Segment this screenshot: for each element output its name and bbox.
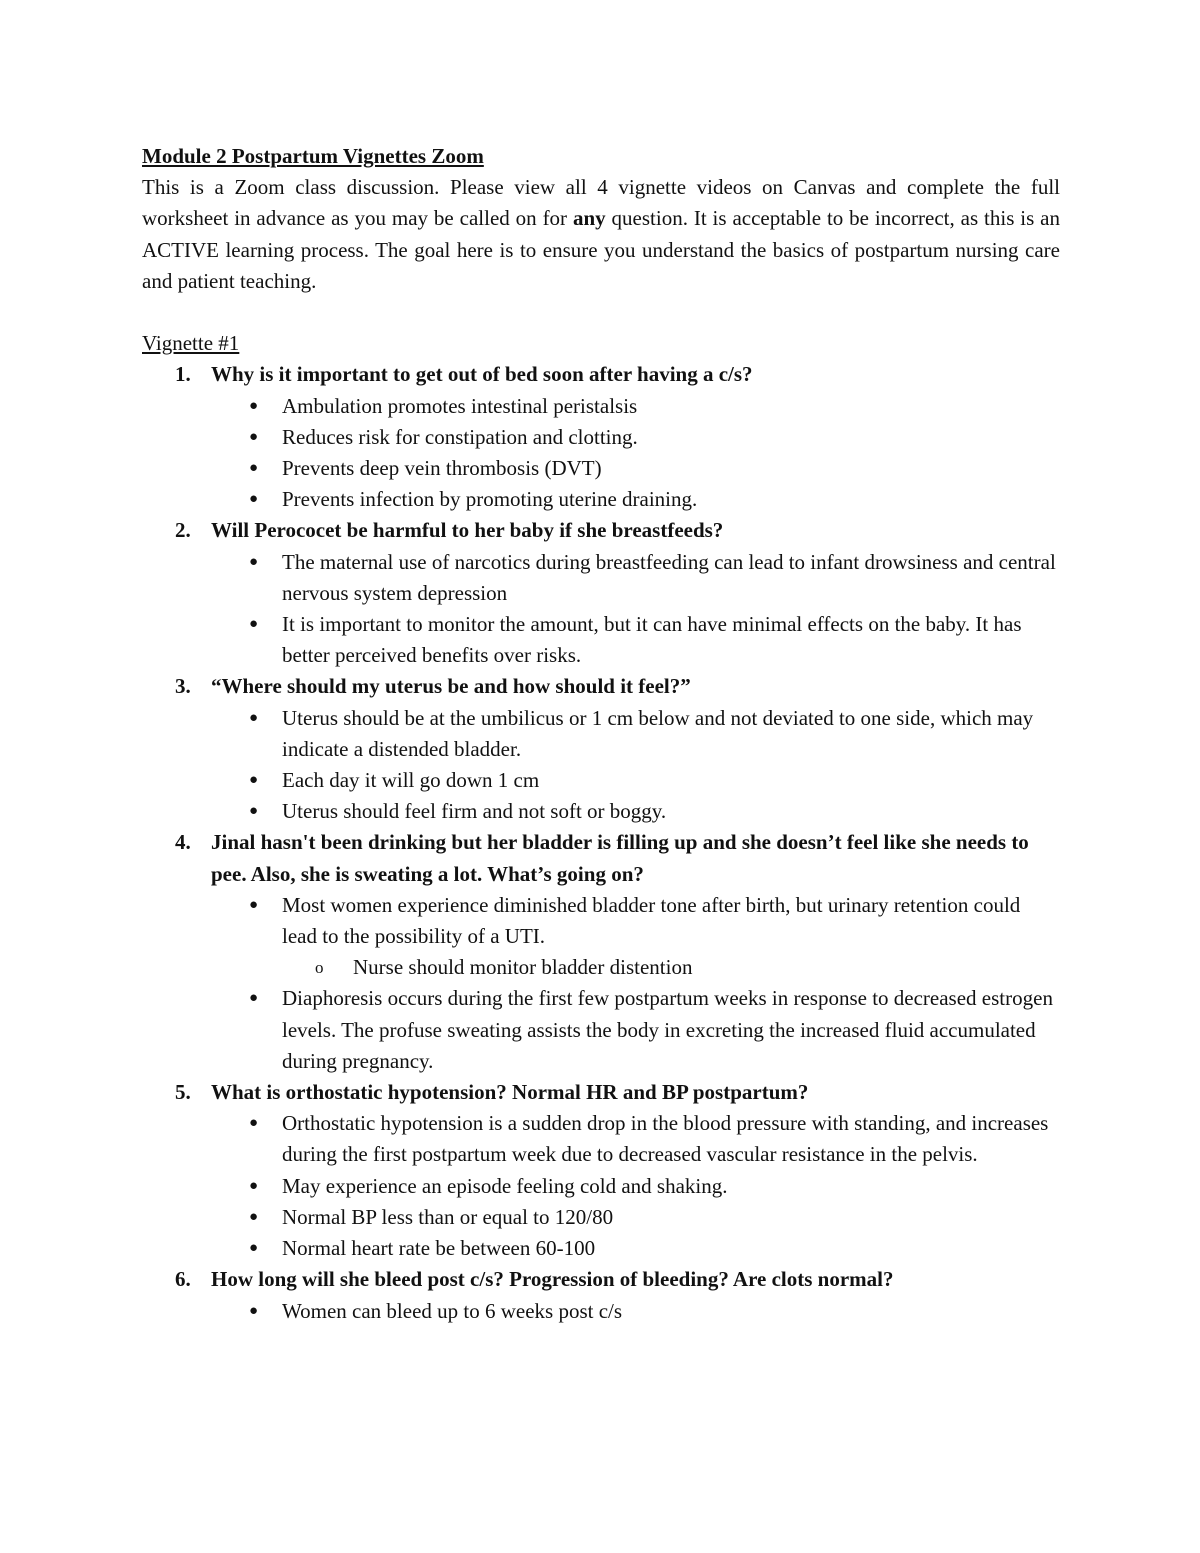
bullet-icon: ● (249, 1302, 259, 1319)
answer-list (211, 391, 1060, 516)
bullet-icon: ● (249, 1208, 259, 1225)
sub-answer-list (282, 952, 1060, 983)
question-item (142, 515, 1060, 671)
question-item (142, 671, 1060, 827)
answer-text: Most women experience diminished bladder tone after birth, but urinary retention could lead to the possibility of a UTI. (282, 892, 1021, 949)
answer-item (142, 1296, 1060, 1327)
document-page (142, 141, 1060, 1327)
answer-list (211, 1108, 1060, 1264)
answer-text: Ambulation promotes intestinal peristalsis (282, 393, 638, 418)
answer-item (142, 609, 1060, 671)
question-item (142, 359, 1060, 515)
answer-item (142, 983, 1060, 1077)
answer-text: Reduces risk for constipation and clotting. (282, 424, 638, 449)
answer-text: Uterus should be at the umbilicus or 1 cm below and not deviated to one side, which may indicate a distended bladder. (282, 705, 1034, 761)
question-item (142, 1077, 1060, 1264)
question-number: 3. (175, 674, 191, 699)
bullet-icon: ● (249, 616, 259, 633)
sub-answer-text: Nurse should monitor bladder distention (353, 955, 693, 980)
answer-item (142, 1233, 1060, 1264)
question-item (142, 827, 1060, 1077)
vignette-heading: Vignette #1 (142, 331, 240, 356)
answer-text: Women can bleed up to 6 weeks post c/s (282, 1298, 623, 1323)
question-text: Why is it important to get out of bed soon after having a c/s? (211, 362, 753, 387)
sub-answer-item (142, 952, 1060, 983)
question-number: 1. (175, 362, 191, 387)
answer-text: Diaphoresis occurs during the first few postpartum weeks in response to decreased estrogen levels. The profuse sweating assists the body in excreting the increased fluid accumulated during pregnancy. (282, 986, 1053, 1073)
bullet-icon: ● (249, 428, 259, 445)
question-list (142, 359, 1060, 1326)
answer-item (142, 1202, 1060, 1233)
blank-line (142, 297, 1060, 328)
question-text: How long will she bleed post c/s? Progression of bleeding? Are clots normal? (211, 1267, 894, 1292)
intro-emphasis: any (572, 206, 606, 231)
question-number: 4. (175, 830, 191, 855)
bullet-icon: ● (249, 553, 259, 570)
bullet-icon: ● (249, 1240, 259, 1257)
answer-text: It is important to monitor the amount, but it can have minimal effects on the baby. It has better perceived benefits over risks. (282, 612, 1022, 668)
bullet-icon: ● (249, 1177, 259, 1194)
answer-item (142, 484, 1060, 515)
bullet-icon: ● (249, 896, 259, 913)
answer-item (142, 453, 1060, 484)
answer-text: Each day it will go down 1 cm (282, 768, 540, 793)
question-number: 2. (175, 518, 191, 543)
answer-item (142, 1108, 1060, 1170)
question-text: “Where should my uterus be and how should it feel?” (211, 674, 691, 699)
answer-item (142, 703, 1060, 765)
answer-item (142, 765, 1060, 796)
answer-item (142, 890, 1060, 984)
hollow-bullet-icon: o (315, 958, 324, 978)
answer-text: Prevents deep vein thrombosis (DVT) (282, 456, 602, 481)
answer-list (211, 703, 1060, 828)
question-text: What is orthostatic hypotension? Normal HR and BP postpartum? (211, 1080, 809, 1105)
answer-item (142, 547, 1060, 609)
bullet-icon: ● (249, 397, 259, 414)
answer-text: May experience an episode feeling cold and shaking. (282, 1173, 728, 1198)
bullet-icon: ● (249, 460, 259, 477)
bullet-icon: ● (249, 709, 259, 726)
question-number: 5. (175, 1080, 191, 1105)
question-text: Will Perococet be harmful to her baby if she breastfeeds? (211, 518, 724, 543)
question-number: 6. (175, 1267, 191, 1292)
intro-text-end: question. It is acceptable to be incorrect, as this is an ACTIVE learning process. The goal here is to ensure you understand the basics of postpartum nursing care and patient teaching. (142, 206, 1060, 293)
bullet-icon: ● (249, 772, 259, 789)
answer-text: Orthostatic hypotension is a sudden drop in the blood pressure with standing, and increases during the first postpartum week due to decreased vascular resistance in the pelvis. (282, 1111, 1049, 1167)
answer-item (142, 796, 1060, 827)
intro-text-start: This is a Zoom class discussion. Please view all 4 vignette videos on Canvas and complete the full worksheet in advance as you may be called on for (142, 175, 1060, 231)
answer-list (211, 890, 1060, 1077)
bullet-icon: ● (249, 803, 259, 820)
document-title: Module 2 Postpartum Vignettes Zoom (142, 144, 484, 168)
answer-item (142, 422, 1060, 453)
bullet-icon: ● (249, 1115, 259, 1132)
bullet-icon: ● (249, 990, 259, 1007)
answer-text: The maternal use of narcotics during breastfeeding can lead to infant drowsiness and central nervous system depression (282, 549, 1056, 605)
answer-text: Uterus should feel firm and not soft or boggy. (282, 799, 667, 824)
intro-paragraph (142, 172, 1060, 297)
answer-item (142, 391, 1060, 422)
question-item (142, 1264, 1060, 1326)
answer-text: Prevents infection by promoting uterine draining. (282, 487, 698, 512)
bullet-icon: ● (249, 491, 259, 508)
question-text: Jinal hasn't been drinking but her bladder is filling up and she doesn’t feel like she needs to pee. Also, she is sweating a lot. What’s going on? (211, 830, 1029, 886)
answer-list (211, 1296, 1060, 1327)
answer-item (142, 1171, 1060, 1202)
answer-text: Normal heart rate be between 60-100 (282, 1236, 596, 1261)
answer-text: Normal BP less than or equal to 120/80 (282, 1204, 614, 1229)
answer-list (211, 547, 1060, 672)
